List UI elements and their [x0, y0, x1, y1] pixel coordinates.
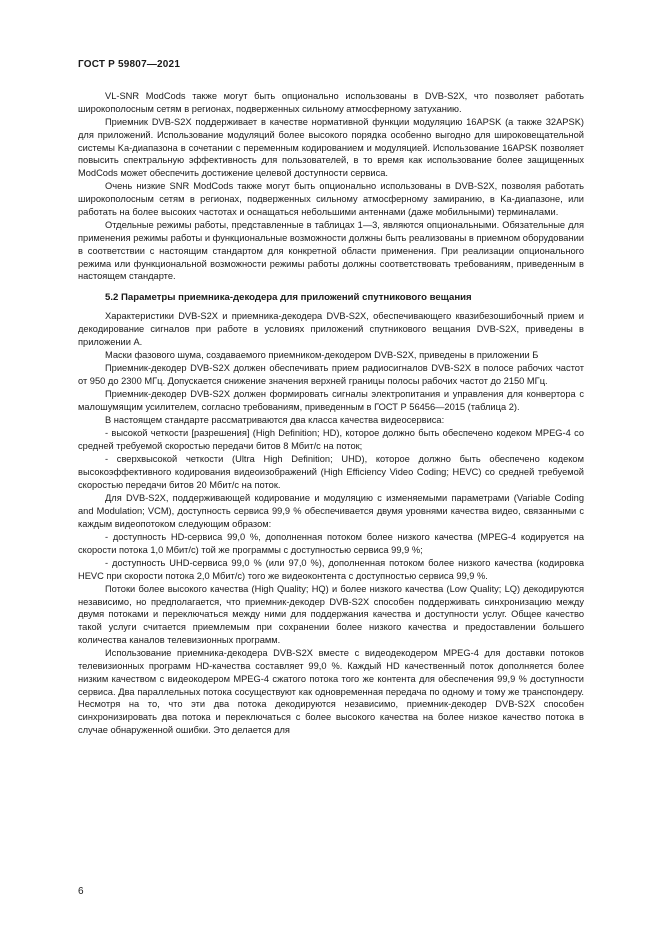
paragraph: VL-SNR ModCods также могут быть опционально использованы в DVB-S2X, что позволяет работать широкополосным сетям в регионах, подверженных сильному атмосферному затуханию.	[78, 91, 584, 114]
page-number: 6	[78, 886, 84, 897]
paragraph: Отдельные режимы работы, представленные в таблицах 1—3, являются опциональными. Обязательные для применения режимы работы и функциональные возможности должны быть реализованы в приемном оборудовании в соответствии с настоящим стандартом для конкретной области применения. При реализации опционального режима или функциональной возможности режимы работы должны соответствовать требованиям, приведенным в настоящем стандарте.	[78, 220, 584, 282]
paragraph: Маски фазового шума, создаваемого приемником-декодером DVB-S2X, приведены в приложении Б	[105, 349, 539, 360]
paragraph: Приемник DVB-S2X поддерживает в качестве нормативной функции модуляцию 16APSK (а также 32APSK) для приложений. Использование модуляций более высокого порядка особенно выгодно для широковещательной системы Ka-диапазона в сочетании с переменным кодированием и модуляцией. Использование 16APSK позволяет повысить спектральную эффективность для пользователей, в то время как использование более защищенных ModCods может обеспечить достижение целевой доступности сервиса.	[78, 116, 584, 179]
paragraph: Характеристики DVB-S2X и приемника-декодера DVB-S2X, обеспечивающего квазибезошибочный прием и декодирование сигналов при работе в условиях приложений спутникового вещания DVB-S2X, приведены в приложении А.	[78, 311, 584, 347]
document-header: ГОСТ Р 59807—2021	[78, 59, 181, 70]
list-item: - высокой четкости [разрешения] (High Definition; HD), которое должно быть обеспечено кодеком MPEG-4 со средней требуемой скоростью передачи битов 8 Мбит/с на поток;	[78, 428, 584, 452]
section-heading: 5.2 Параметры приемника-декодера для приложений спутникового вещания	[105, 292, 472, 304]
paragraph: Использование приемника-декодера DVB-S2X вместе с видеодекодером MPEG-4 для доставки потоков телевизионных программ HD-качества составляет 99,0 %. Каждый HD качественный поток дополняется более низким качеством с видеокодером MPEG-4 сжатого потока того же контента для обеспечения 99,9 % доступности сервиса. Два параллельных потока сосуществуют как одновременная передача по одному и тому же транспондеру. Несмотря на то, что эти два потока декодируются независимо, приемник-декодер DVB-S2X способен синхронизировать два потока и переключаться с более высокого качества на более низкое качество потока в случае обнаруженной ошибки. Это делается для	[78, 648, 584, 735]
paragraph: Приемник-декодер DVB-S2X должен обеспечивать прием радиосигналов DVB-S2X в полосе рабочих частот от 950 до 2300 МГц. Допускается снижение значения верхней границы полосы рабочих частот до 2150 МГц.	[78, 363, 584, 386]
list-item: - доступность HD-сервиса 99,0 %, дополненная потоком более низкого качества (MPEG-4 кодируется на скорости потока 1,0 Мбит/с) той же программы с доступностью сервиса 99,9 %;	[78, 531, 584, 555]
paragraph: Для DVB-S2X, поддерживающей кодирование и модуляцию с изменяемыми параметрами (Variable Coding and Modulation; VCM), доступность сервиса 99,9 % обеспечивается двумя уровнями качества видео, связанными с каждым видеопотоком следующим образом:	[78, 493, 584, 529]
paragraph: В настоящем стандарте рассматриваются два класса качества видеосервиса:	[105, 415, 445, 426]
paragraph: Потоки более высокого качества (High Quality; HQ) и более низкого качества (Low Quality; LQ) декодируются независимо, но предполагается, что приемник-декодер DVB-S2X способен поддерживать синхронизацию между двумя потоками и переключаться между ними для поддержания качества и доступности услуг. Общее качество такой услуги считается приемлемым при сохранении более низкого качества и предоставлении большего количества каналов телевизионных программ.	[78, 583, 584, 645]
paragraph: Очень низкие SNR ModCods также могут быть опционально использованы в DVB-S2X, позволяя работать широкополосным сетям в регионах, подверженных сильному атмосферному замиранию, в Ka-диапазоне, или работать на более высоких частотах и оснащаться небольшими антеннами (даже мобильными) терминалами.	[78, 181, 584, 217]
page-body	[78, 90, 584, 737]
list-item: - сверхвысокой четкости (Ultra High Definition; UHD), которое должно быть обеспечено кодеком высокоэффективного кодирования видеоизображений (High Efficiency Video Coding; HEVC) со средней требуемой скоростью передачи битов 20 Мбит/с на поток.	[78, 454, 584, 490]
paragraph: Приемник-декодер DVB-S2X должен формировать сигналы электропитания и управления для конвертора с малошумящим усилителем, согласно требованиям, приведенным в ГОСТ Р 56456—2015 (таблица 2).	[78, 389, 584, 412]
list-item: - доступность UHD-сервиса 99,0 % (или 97,0 %), дополненная потоком более низкого качества (кодировка HEVC при скорости потока 2,0 Мбит/с) того же видеоконтента с доступностью сервиса 99,9 %.	[78, 557, 584, 581]
